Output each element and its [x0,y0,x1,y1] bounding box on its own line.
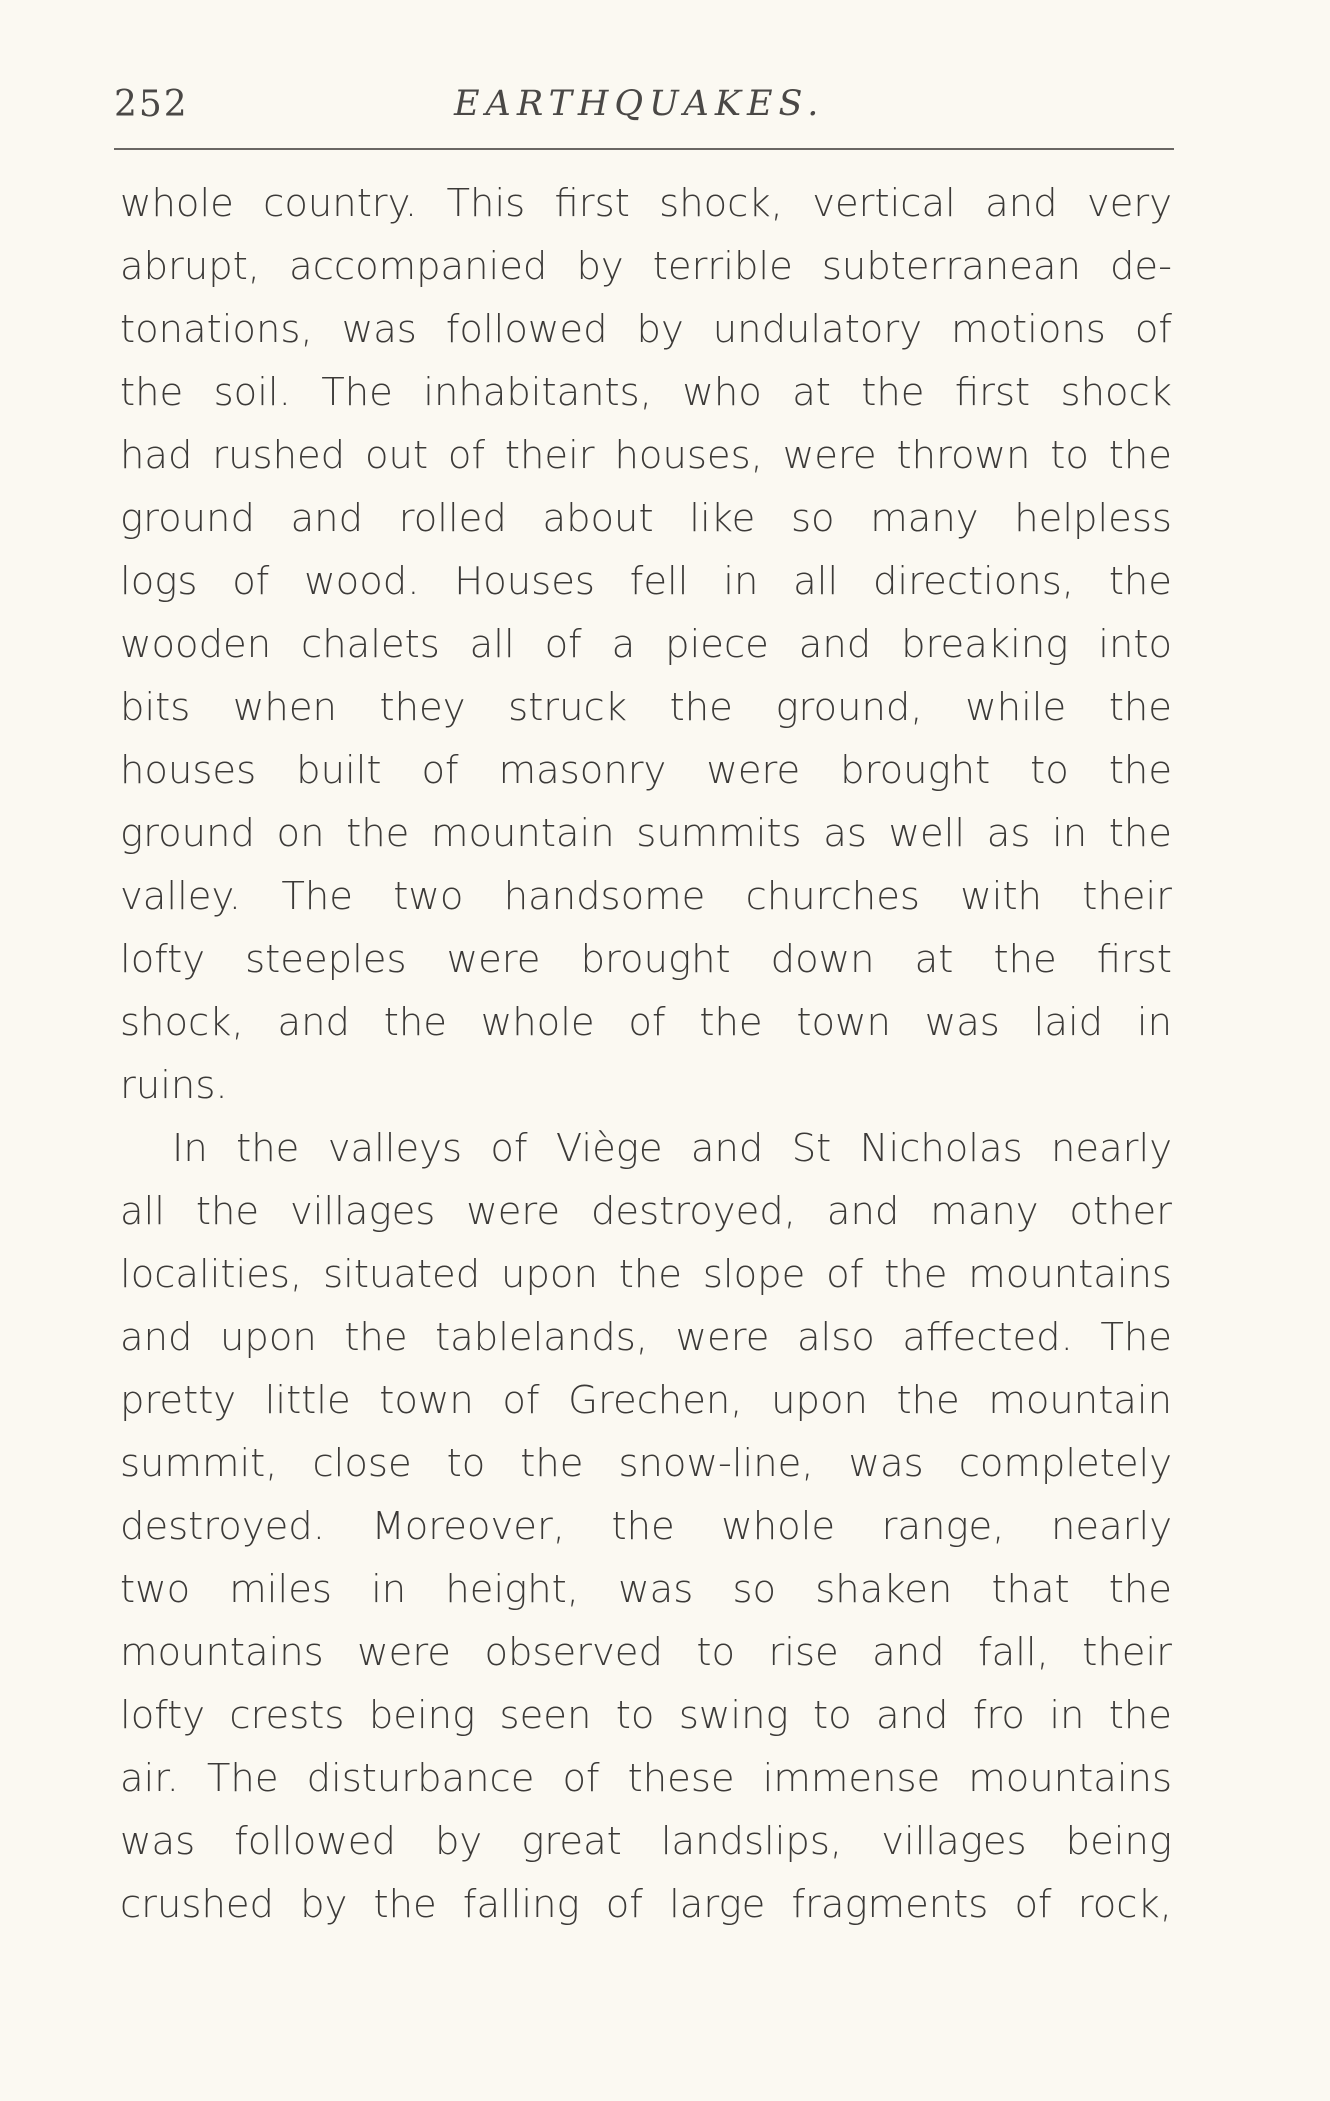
text-line: In the valleys of Viège and St Nicholas nearly [172,1126,1172,1171]
text-line: summit, close to the snow-line, was completely [120,1441,1172,1486]
header-rule [114,148,1174,150]
text-line: ruins. [120,1063,228,1108]
text-line: crushed by the falling of large fragments of rock, [120,1882,1172,1927]
page-header [114,84,1174,134]
page-number: 252 [114,84,189,125]
text-line: and upon the tablelands, were also affected. The [120,1315,1172,1360]
text-line: bits when they struck the ground, while the [120,685,1172,730]
text-line: lofty steeples were brought down at the first [120,937,1172,982]
text-line: had rushed out of their houses, were thrown to the [120,433,1172,478]
text-line: logs of wood. Houses fell in all directions, the [120,559,1172,604]
text-line: destroyed. Moreover, the whole range, nearly [120,1504,1172,1549]
text-line: lofty crests being seen to swing to and fro in the [120,1693,1172,1738]
running-title: EARTHQUAKES. [454,84,825,124]
text-line: air. The disturbance of these immense mountains [120,1756,1172,1801]
paragraph-2 [120,1117,1172,1936]
paragraph-1 [120,172,1172,1117]
text-line: ground on the mountain summits as well as in the [120,811,1172,856]
text-line: was followed by great landslips, villages being [120,1819,1172,1864]
text-line: abrupt, accompanied by terrible subterranean de- [120,244,1172,289]
text-line: the soil. The inhabitants, who at the first shock [120,370,1172,415]
text-line: houses built of masonry were brought to the [120,748,1172,793]
text-line: valley. The two handsome churches with their [120,874,1172,919]
text-line: localities, situated upon the slope of the mountains [120,1252,1172,1297]
text-line: two miles in height, was so shaken that the [120,1567,1172,1612]
text-line: mountains were observed to rise and fall, their [120,1630,1172,1675]
text-line: whole country. This first shock, vertical and very [120,181,1172,226]
text-line: shock, and the whole of the town was laid in [120,1000,1172,1045]
text-line: pretty little town of Grechen, upon the mountain [120,1378,1172,1423]
body-text [120,172,1172,1936]
text-line: wooden chalets all of a piece and breaking into [120,622,1172,667]
text-line: tonations, was followed by undulatory motions of [120,307,1172,352]
text-line: ground and rolled about like so many helpless [120,496,1172,541]
text-line: all the villages were destroyed, and many other [120,1189,1172,1234]
